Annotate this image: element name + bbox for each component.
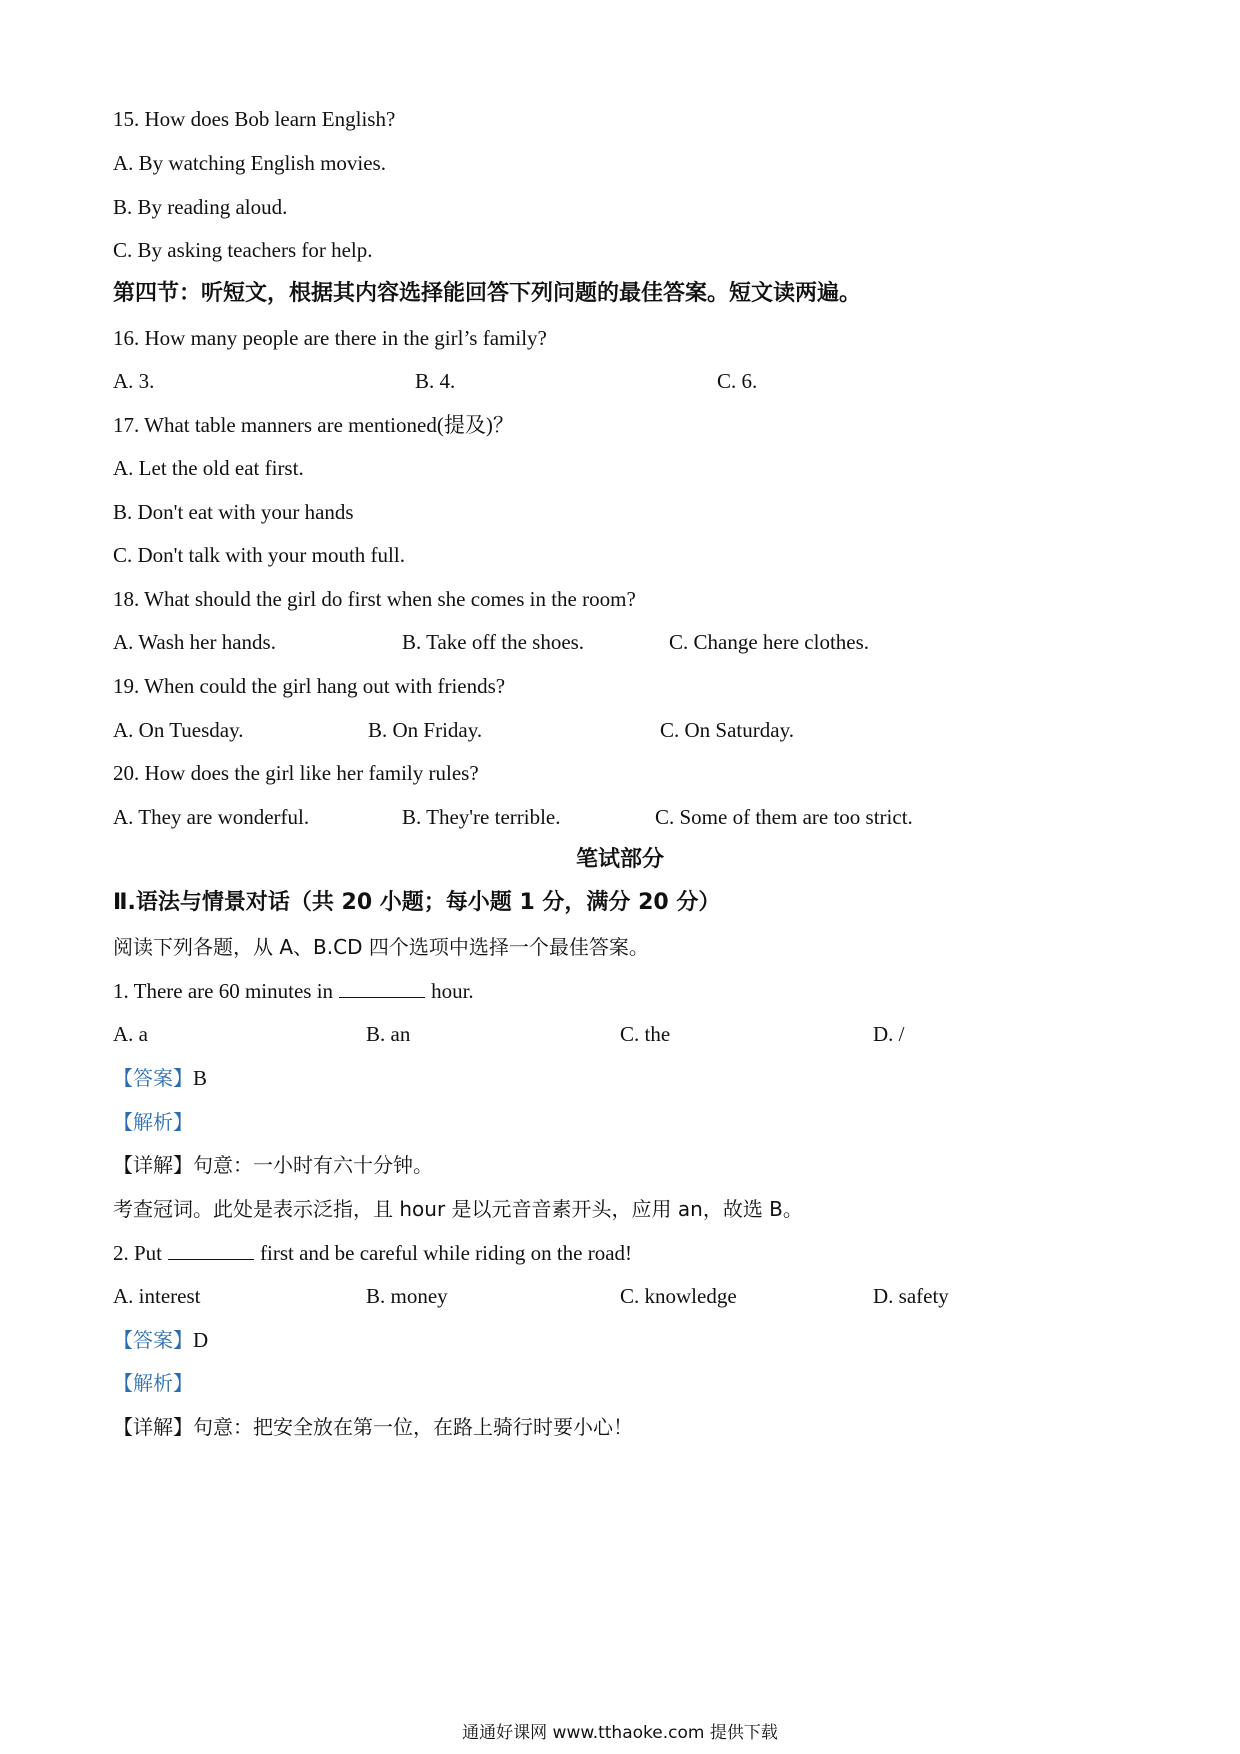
option-20-c: C. Some of them are too strict. bbox=[655, 805, 913, 829]
detail-text: 句意：把安全放在第一位，在路上骑行时要小心！ bbox=[193, 1415, 633, 1439]
option-20-a: A. They are wonderful. bbox=[113, 805, 310, 829]
page-footer: 通通好课网 www.tthaoke.com 提供下载 bbox=[462, 1723, 778, 1743]
grammar-question-1 bbox=[113, 978, 474, 1004]
detail-tag: 【详解】 bbox=[113, 1153, 193, 1177]
option-16-a: A. 3. bbox=[113, 369, 155, 393]
option-g1-d: D. / bbox=[873, 1022, 905, 1046]
option-19-b: B. On Friday. bbox=[368, 718, 483, 742]
grammar-section-header: Ⅱ.语法与情景对话（共 20 小题；每小题 1 分，满分 20 分） bbox=[113, 890, 721, 915]
answer-tag: 【答案】 bbox=[113, 1328, 193, 1352]
analysis-tag: 【解析】 bbox=[113, 1371, 193, 1395]
analysis-line-g1 bbox=[113, 1109, 193, 1135]
answer-line-g2 bbox=[113, 1327, 208, 1353]
question-15: 15. How does Bob learn English? bbox=[113, 107, 396, 131]
answer-blank bbox=[339, 979, 425, 998]
question-17: 17. What table manners are mentioned(提及)？ bbox=[113, 413, 514, 437]
answer-value: D bbox=[193, 1328, 209, 1352]
option-20-b: B. They're terrible. bbox=[402, 805, 561, 829]
question-20: 20. How does the girl like her family rules? bbox=[113, 761, 479, 785]
option-16-b: B. 4. bbox=[415, 369, 456, 393]
option-17-c: C. Don't talk with your mouth full. bbox=[113, 543, 405, 567]
option-15-a: A. By watching English movies. bbox=[113, 151, 386, 175]
section4-header: 第四节：听短文，根据其内容选择能回答下列问题的最佳答案。短文读两遍。 bbox=[113, 281, 862, 306]
answer-blank bbox=[168, 1241, 254, 1260]
question-2-prefix: 2. Put bbox=[113, 1241, 163, 1265]
answer-tag: 【答案】 bbox=[113, 1066, 193, 1090]
detail-tag: 【详解】 bbox=[113, 1415, 193, 1439]
analysis-tag: 【解析】 bbox=[113, 1110, 193, 1134]
question-16: 16. How many people are there in the girl’s family? bbox=[113, 326, 547, 350]
detail-line-g2 bbox=[113, 1414, 633, 1440]
answer-line-g1 bbox=[113, 1065, 207, 1091]
detail-text: 句意：一小时有六十分钟。 bbox=[193, 1153, 433, 1177]
option-18-b: B. Take off the shoes. bbox=[402, 630, 585, 654]
option-16-c: C. 6. bbox=[717, 369, 758, 393]
question-2-suffix: first and be careful while riding on the road! bbox=[260, 1241, 633, 1265]
option-g2-d: D. safety bbox=[873, 1284, 949, 1308]
option-g1-c: C. the bbox=[620, 1022, 671, 1046]
analysis-line-g2 bbox=[113, 1370, 193, 1396]
option-18-a: A. Wash her hands. bbox=[113, 630, 276, 654]
explanation-g1: 考查冠词。此处是表示泛指，且 hour 是以元音音素开头，应用 an，故选 B。 bbox=[113, 1197, 803, 1221]
grammar-question-2 bbox=[113, 1240, 632, 1266]
option-15-b: B. By reading aloud. bbox=[113, 195, 288, 219]
grammar-instruction: 阅读下列各题，从 A、B.CD 四个选项中选择一个最佳答案。 bbox=[113, 935, 649, 959]
detail-line-g1 bbox=[113, 1152, 433, 1178]
option-17-b: B. Don't eat with your hands bbox=[113, 500, 354, 524]
question-18: 18. What should the girl do first when she comes in the room? bbox=[113, 587, 636, 611]
option-g1-a: A. a bbox=[113, 1022, 148, 1046]
question-1-prefix: 1. There are 60 minutes in bbox=[113, 979, 334, 1003]
option-19-a: A. On Tuesday. bbox=[113, 718, 244, 742]
option-g2-c: C. knowledge bbox=[620, 1284, 737, 1308]
option-15-c: C. By asking teachers for help. bbox=[113, 238, 373, 262]
written-part-title: 笔试部分 bbox=[575, 847, 664, 872]
option-g1-b: B. an bbox=[366, 1022, 411, 1046]
option-g2-b: B. money bbox=[366, 1284, 448, 1308]
option-18-c: C. Change here clothes. bbox=[669, 630, 870, 654]
question-19: 19. When could the girl hang out with friends? bbox=[113, 674, 506, 698]
option-g2-a: A. interest bbox=[113, 1284, 201, 1308]
option-17-a: A. Let the old eat first. bbox=[113, 456, 304, 480]
option-19-c: C. On Saturday. bbox=[660, 718, 794, 742]
question-1-suffix: hour. bbox=[431, 979, 474, 1003]
answer-value: B bbox=[193, 1066, 208, 1090]
